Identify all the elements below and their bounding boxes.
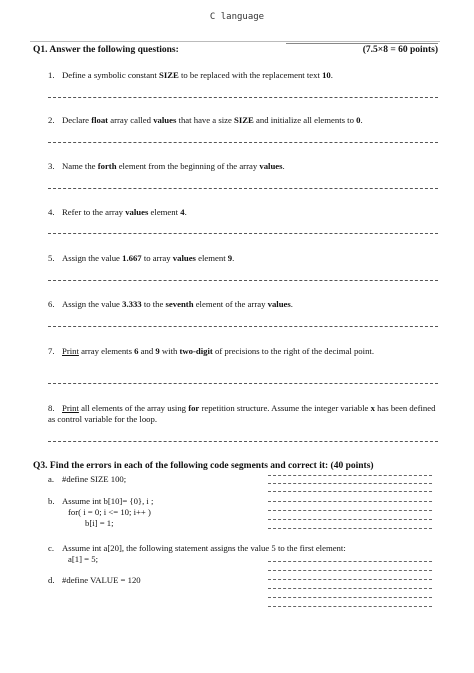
- answer-line-3[interactable]: [48, 188, 438, 189]
- q3-c-answer-line-1[interactable]: [268, 561, 432, 562]
- q3-item-c: c. Assume int a[20], the following statement assigns the value 5 to the first element:: [48, 543, 346, 553]
- q3-b-answer-line-1[interactable]: [268, 501, 432, 502]
- q3-item-a: a. #define SIZE 100;: [48, 474, 127, 484]
- question-5: 5. Assign the value 1.667 to array values element 9.: [48, 253, 235, 263]
- q3-d-answer-line-2[interactable]: [268, 588, 432, 589]
- answer-line-5[interactable]: [48, 280, 438, 281]
- question-6: 6. Assign the value 3.333 to the seventh element of the array values.: [48, 299, 293, 309]
- header-divider-accent: [286, 43, 438, 44]
- q3-c-answer-line-2[interactable]: [268, 570, 432, 571]
- q1-points: (7.5×8 = 60 points): [362, 45, 438, 55]
- q3-d-answer-line-4[interactable]: [268, 606, 432, 607]
- q3-b-answer-line-2[interactable]: [268, 510, 432, 511]
- q3-d-answer-line-1[interactable]: [268, 579, 432, 580]
- question-1: 1. Define a symbolic constant SIZE to be replaced with the replacement text 10.: [48, 70, 333, 80]
- q3-a-answer-line-1[interactable]: [268, 475, 432, 476]
- answer-line-7[interactable]: [48, 383, 438, 384]
- question-4: 4. Refer to the array values element 4.: [48, 207, 187, 217]
- answer-line-6[interactable]: [48, 326, 438, 327]
- header-title: C language: [209, 12, 265, 22]
- question-3: 3. Name the forth element from the beginning of the array values.: [48, 161, 285, 171]
- q3-b-answer-line-3[interactable]: [268, 519, 432, 520]
- q3-d-answer-line-3[interactable]: [268, 597, 432, 598]
- q3-title: Q3. Find the errors in each of the following code segments and correct it: (40 points): [33, 461, 374, 471]
- answer-line-8[interactable]: [48, 441, 438, 442]
- answer-line-1[interactable]: [48, 97, 438, 98]
- q3-b-answer-line-4[interactable]: [268, 528, 432, 529]
- q3-item-b-line2: for( i = 0; i <= 10; i++ ): [68, 507, 151, 517]
- q3-item-c-line2: a[1] = 5;: [68, 554, 98, 564]
- header-divider: [30, 41, 440, 42]
- q1-title: Q1. Answer the following questions:: [33, 45, 179, 55]
- answer-line-2[interactable]: [48, 142, 438, 143]
- q3-item-d: d. #define VALUE = 120: [48, 575, 141, 585]
- q3-item-b: b. Assume int b[10]= {0}, i ;: [48, 496, 154, 506]
- question-7: 7. Print array elements 6 and 9 with two-digit of precisions to the right of the decimal point.: [48, 346, 374, 356]
- q3-a-answer-line-2[interactable]: [268, 483, 432, 484]
- answer-line-4[interactable]: [48, 233, 438, 234]
- q3-a-answer-line-3[interactable]: [268, 491, 432, 492]
- question-2: 2. Declare float array called values that have a size SIZE and initialize all elements to 0.: [48, 115, 363, 125]
- question-8: 8. Print all elements of the array using for repetition structure. Assume the integer variable x has been defined as control variable for the loop.: [48, 403, 436, 424]
- q3-item-b-line3: b[i] = 1;: [85, 518, 114, 528]
